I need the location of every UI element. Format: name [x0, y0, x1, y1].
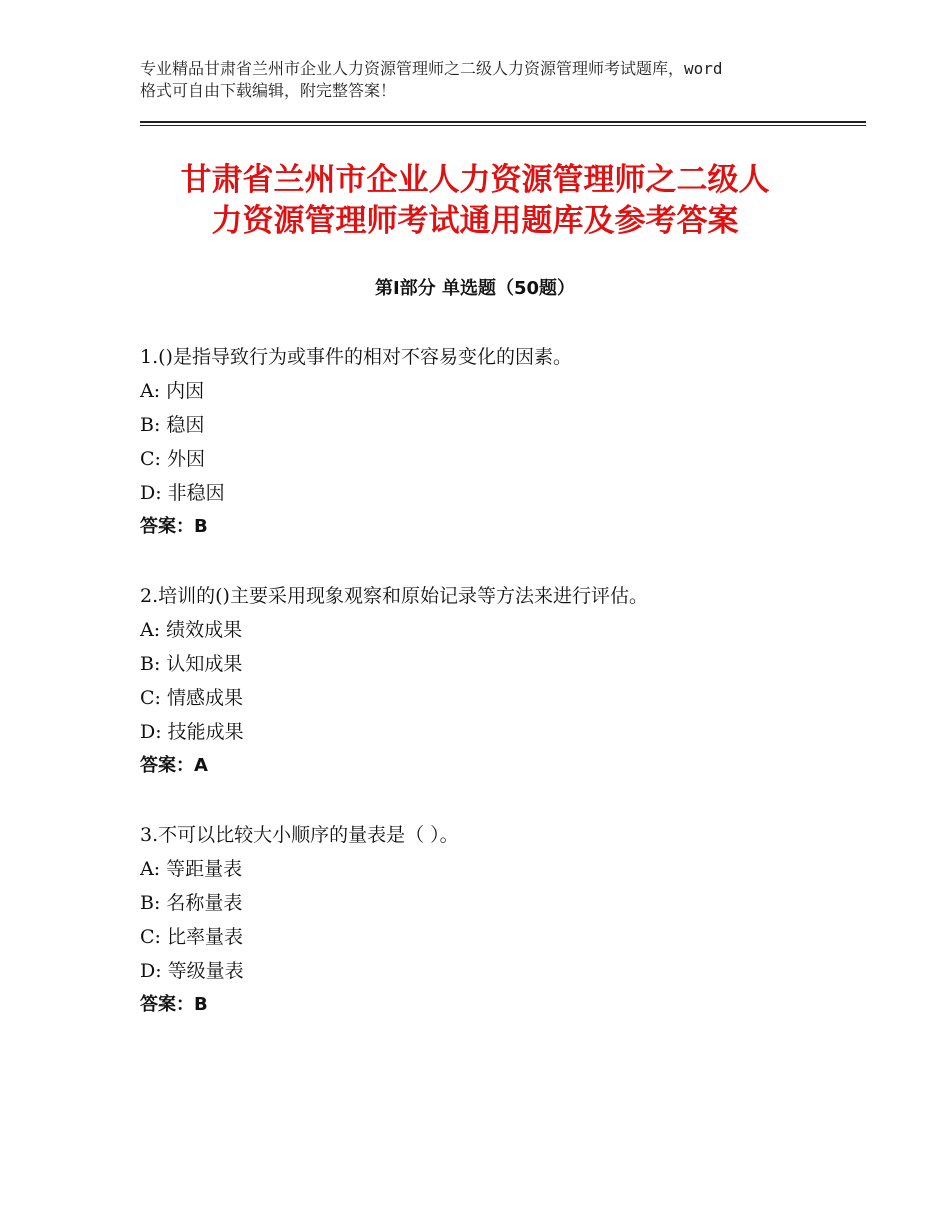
header-divider-thin	[140, 125, 866, 126]
header-note	[140, 58, 840, 102]
option-b: B: 稳因	[140, 414, 205, 436]
header-note-line-1: 专业精品甘肃省兰州市企业人力资源管理师之二级人力资源管理师考试题库，word	[140, 59, 723, 78]
header-divider-thick	[140, 121, 866, 123]
question-stem: 2.培训的()主要采用现象观察和原始记录等方法来进行评估。	[140, 585, 648, 607]
option-b: B: 认知成果	[140, 653, 243, 675]
answer: 答案：B	[140, 516, 208, 537]
option-d: D: 非稳因	[140, 482, 225, 504]
option-d: D: 等级量表	[140, 960, 244, 982]
option-d: D: 技能成果	[140, 721, 244, 743]
answer: 答案：B	[140, 994, 208, 1015]
document-title	[60, 160, 890, 242]
question-stem: 1.()是指导致行为或事件的相对不容易变化的因素。	[140, 346, 572, 368]
option-a: A: 绩效成果	[140, 619, 243, 641]
question-1	[140, 340, 860, 544]
option-c: C: 情感成果	[140, 687, 243, 709]
question-2	[140, 579, 860, 783]
answer: 答案：A	[140, 755, 208, 776]
option-a: A: 内因	[140, 380, 205, 402]
option-c: C: 外因	[140, 448, 205, 470]
document-title-line-2: 力资源管理师考试通用题库及参考答案	[211, 203, 739, 239]
question-stem: 3.不可以比较大小顺序的量表是（ ）。	[140, 824, 459, 846]
section-heading: 第Ⅰ部分 单选题（50题）	[374, 278, 575, 299]
option-c: C: 比率量表	[140, 926, 243, 948]
question-3	[140, 818, 860, 1022]
option-b: B: 名称量表	[140, 892, 243, 914]
option-a: A: 等距量表	[140, 858, 243, 880]
header-note-line-2: 格式可自由下载编辑，附完整答案！	[140, 81, 397, 100]
document-title-line-1: 甘肃省兰州市企业人力资源管理师之二级人	[180, 162, 770, 198]
